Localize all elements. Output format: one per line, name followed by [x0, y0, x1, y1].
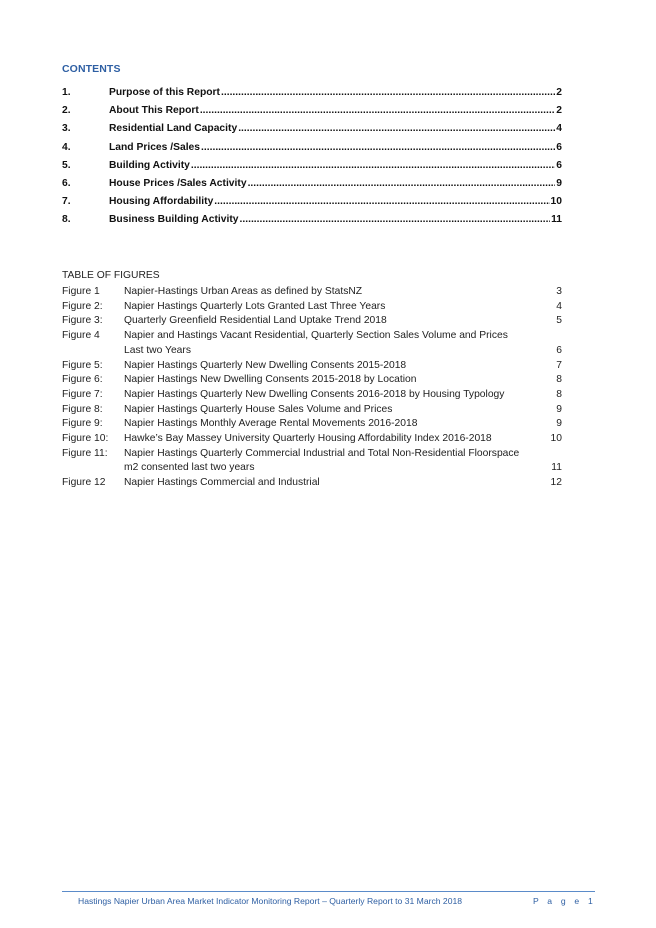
table-of-contents [62, 87, 562, 233]
toc-title: Building Activity [109, 159, 190, 171]
toc-number: 2. [62, 105, 71, 117]
toc-entry[interactable] [62, 123, 562, 141]
figure-label: Figure 6: [62, 374, 103, 386]
toc-page-number: 9 [556, 177, 562, 189]
figure-page-number: 8 [556, 388, 562, 400]
toc-page-number: 10 [550, 196, 562, 208]
toc-title: Housing Affordability [109, 196, 214, 208]
toc-page-number: 2 [556, 87, 562, 98]
figure-page-number: 4 [556, 300, 562, 312]
toc-page-number: 6 [556, 159, 562, 171]
figure-label: Figure 7: [62, 388, 103, 400]
figure-entry[interactable] [62, 447, 562, 476]
footer-report-title: Hastings Napier Urban Area Market Indicator Monitoring Report – Quarterly Report to 31 March 2018 [78, 896, 463, 906]
toc-title: Business Building Activity [109, 214, 239, 226]
figure-title: Quarterly Greenfield Residential Land Uptake Trend 2018 [124, 315, 387, 327]
footer-page-number: 1 [588, 896, 596, 906]
toc-number: 3. [62, 123, 71, 135]
figure-entry[interactable] [62, 403, 562, 418]
figure-entry[interactable] [62, 417, 562, 432]
toc-number: 1. [62, 87, 71, 98]
figure-page-number: 7 [556, 359, 562, 371]
toc-leader-dots [200, 105, 555, 116]
figure-label: Figure 11: [62, 447, 108, 459]
figure-page-number: 5 [556, 315, 562, 327]
footer-page-indicator [533, 896, 596, 906]
toc-title: Land Prices /Sales [109, 141, 201, 153]
toc-number: 6. [62, 177, 71, 189]
figure-title: Napier-Hastings Urban Areas as defined by StatsNZ [124, 286, 363, 297]
figure-title: Napier Hastings Quarterly Lots Granted Last Three Years [124, 300, 386, 312]
figure-label: Figure 12 [62, 477, 106, 489]
toc-title: Purpose of this Report [109, 87, 220, 98]
table-of-figures [62, 285, 562, 491]
toc-leader-dots [214, 196, 549, 207]
toc-entry[interactable] [62, 142, 562, 160]
figure-title: Napier and Hastings Vacant Residential, Quarterly Section Sales Volume and Prices Last two Years [124, 330, 508, 356]
figure-label: Figure 10: [62, 433, 109, 445]
toc-leader-dots [248, 178, 556, 189]
figure-page-number: 3 [556, 286, 562, 297]
figure-label: Figure 9: [62, 418, 103, 430]
toc-number: 8. [62, 214, 71, 226]
figure-title: Hawke’s Bay Massey University Quarterly Housing Affordability Index 2016-2018 [124, 433, 492, 445]
figure-page-number: 9 [556, 403, 562, 415]
figure-page-number: 11 [551, 462, 562, 474]
toc-leader-dots [201, 142, 555, 153]
figure-entry[interactable] [62, 359, 562, 374]
figure-entry[interactable] [62, 373, 562, 388]
figures-heading: TABLE OF FIGURES [62, 270, 160, 281]
figure-page-number: 9 [556, 418, 562, 430]
toc-page-number: 6 [556, 141, 562, 153]
figure-title: Napier Hastings Quarterly Commercial Industrial and Total Non-Residential Floorspace m2 consented last two years [124, 447, 520, 474]
figure-entry[interactable] [62, 329, 562, 358]
figure-title: Napier Hastings Quarterly New Dwelling Consents 2015-2018 [124, 359, 407, 371]
figure-title: Napier Hastings Commercial and Industrial [124, 477, 320, 489]
figure-label: Figure 3: [62, 315, 103, 327]
toc-entry[interactable] [62, 105, 562, 123]
toc-number: 7. [62, 196, 71, 208]
figure-label: Figure 2: [62, 300, 103, 312]
toc-leader-dots [238, 123, 555, 134]
figure-entry[interactable] [62, 388, 562, 403]
figure-entry[interactable] [62, 314, 562, 329]
toc-page-number: 2 [556, 105, 562, 117]
toc-entry[interactable] [62, 87, 562, 105]
figure-page-number: 6 [556, 344, 562, 356]
page-footer [78, 896, 596, 906]
toc-title: Residential Land Capacity [109, 123, 238, 135]
toc-page-number: 4 [556, 123, 562, 135]
figure-entry[interactable] [62, 432, 562, 447]
toc-title: About This Report [109, 105, 199, 117]
footer-page-label: P a g e [532, 896, 583, 906]
figure-label: Figure 4 [62, 330, 100, 342]
toc-title: House Prices /Sales Activity [109, 177, 247, 189]
figure-page-number: 8 [556, 374, 562, 386]
contents-heading: CONTENTS [62, 63, 121, 75]
toc-number: 5. [62, 159, 71, 171]
figure-page-number: 10 [550, 433, 562, 445]
toc-entry[interactable] [62, 214, 562, 232]
figure-title: Napier Hastings Quarterly House Sales Volume and Prices [124, 403, 393, 415]
figure-entry[interactable] [62, 300, 562, 315]
figure-label: Figure 1 [62, 286, 100, 297]
toc-entry[interactable] [62, 160, 562, 178]
figure-title: Napier Hastings Monthly Average Rental Movements 2016-2018 [124, 418, 418, 430]
footer-divider [62, 891, 595, 892]
figure-title: Napier Hastings New Dwelling Consents 2015-2018 by Location [124, 374, 417, 386]
toc-leader-dots [191, 160, 555, 171]
figure-label: Figure 8: [62, 403, 103, 415]
figure-entry[interactable] [62, 285, 562, 300]
toc-leader-dots [221, 87, 555, 98]
toc-entry[interactable] [62, 196, 562, 214]
toc-number: 4. [62, 141, 71, 153]
toc-leader-dots [240, 214, 551, 225]
figure-entry[interactable] [62, 476, 562, 491]
toc-entry[interactable] [62, 178, 562, 196]
figure-page-number: 12 [550, 477, 562, 489]
figure-label: Figure 5: [62, 359, 103, 371]
toc-page-number: 11 [551, 214, 562, 226]
figure-title: Napier Hastings Quarterly New Dwelling Consents 2016-2018 by Housing Typology [124, 388, 505, 400]
